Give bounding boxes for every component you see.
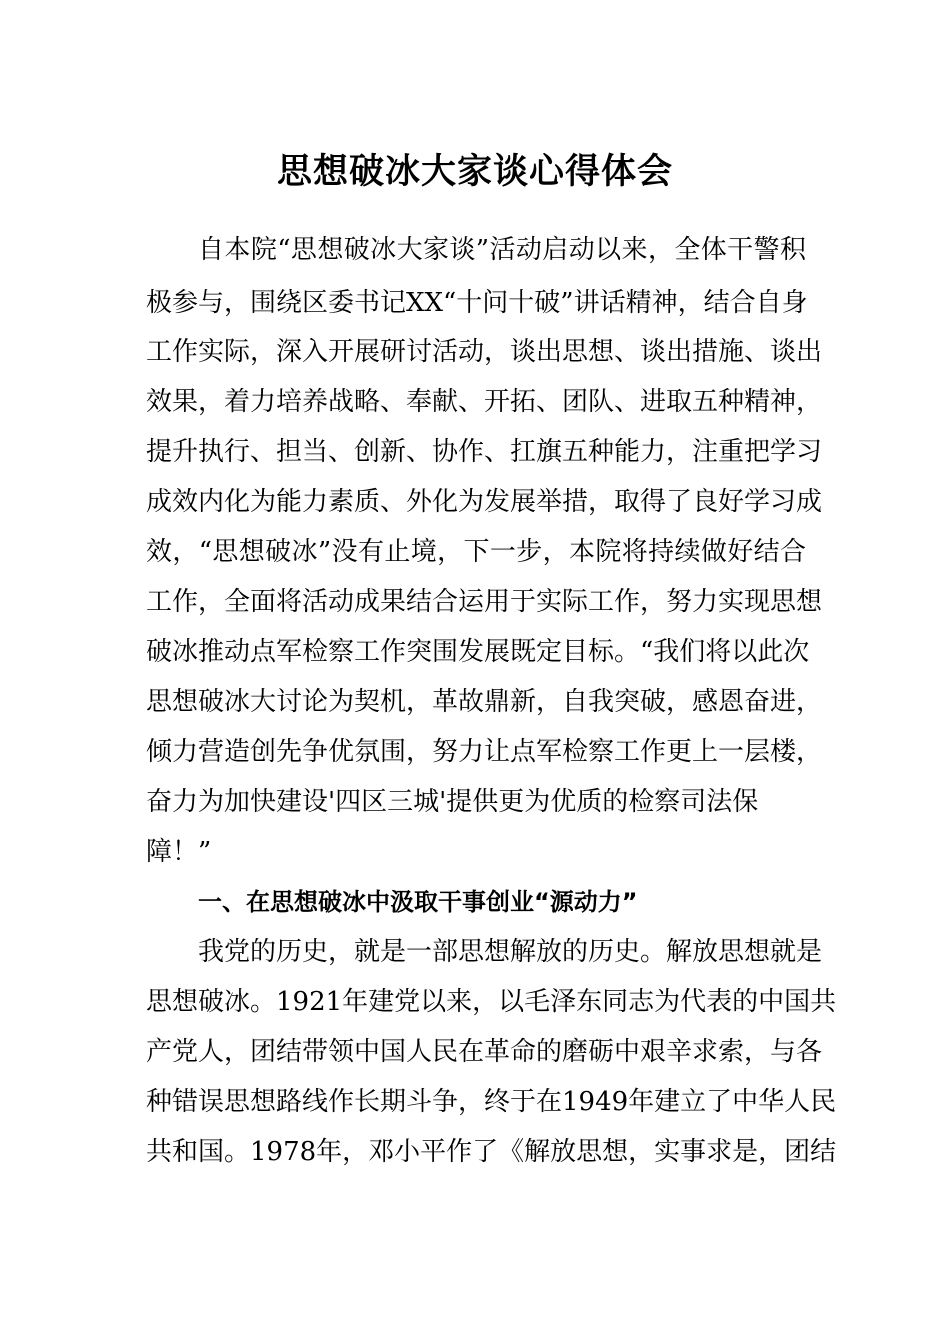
paragraph-line: 破冰推动点军检察工作突围发展既定目标。“我们将以此次	[146, 637, 810, 667]
paragraph-line: 效，“思想破冰”没有止境，下一步，本院将持续做好结合	[146, 537, 806, 567]
paragraph-line: 成效内化为能力素质、外化为发展举措，取得了良好学习成	[146, 487, 823, 517]
paragraph-line: 障！”	[146, 837, 212, 867]
document-title: 思想破冰大家谈心得体会	[276, 152, 673, 192]
paragraph-line: 奋力为加快建设'四区三城'提供更为优质的检察司法保	[146, 787, 759, 817]
paragraph-line: 自本院“思想破冰大家谈”活动启动以来，全体干警积	[198, 235, 806, 265]
paragraph-line: 产党人，团结带领中国人民在革命的磨砺中艰辛求索，与各	[146, 1037, 823, 1067]
paragraph-line: 极参与，围绕区委书记XX“十问十破”讲话精神，结合自身	[146, 288, 808, 318]
paragraph-line: 倾力营造创先争优氛围，努力让点军检察工作更上一层楼，	[146, 737, 823, 767]
section-heading: 一、在思想破冰中汲取干事创业“源动力”	[198, 888, 638, 916]
paragraph-line: 工作实际，深入开展研讨活动，谈出思想、谈出措施、谈出	[146, 337, 823, 367]
paragraph-line: 工作，全面将活动成果结合运用于实际工作，努力实现思想	[146, 587, 823, 617]
paragraph-line: 思想破冰。1921年建党以来，以毛泽东同志为代表的中国共	[146, 987, 837, 1017]
paragraph-line: 共和国。1978年，邓小平作了《解放思想，实事求是，团结	[146, 1137, 837, 1167]
paragraph-line: 效果，着力培养战略、奉献、开拓、团队、进取五种精神，	[146, 387, 823, 417]
paragraph-line: 我党的历史，就是一部思想解放的历史。解放思想就是	[198, 937, 823, 967]
paragraph-line: 思想破冰大讨论为契机，革故鼎新，自我突破，感恩奋进，	[146, 687, 823, 717]
paragraph-line: 提升执行、担当、创新、协作、扛旗五种能力，注重把学习	[146, 437, 823, 467]
paragraph-line: 种错误思想路线作长期斗争，终于在1949年建立了中华人民	[146, 1087, 837, 1117]
